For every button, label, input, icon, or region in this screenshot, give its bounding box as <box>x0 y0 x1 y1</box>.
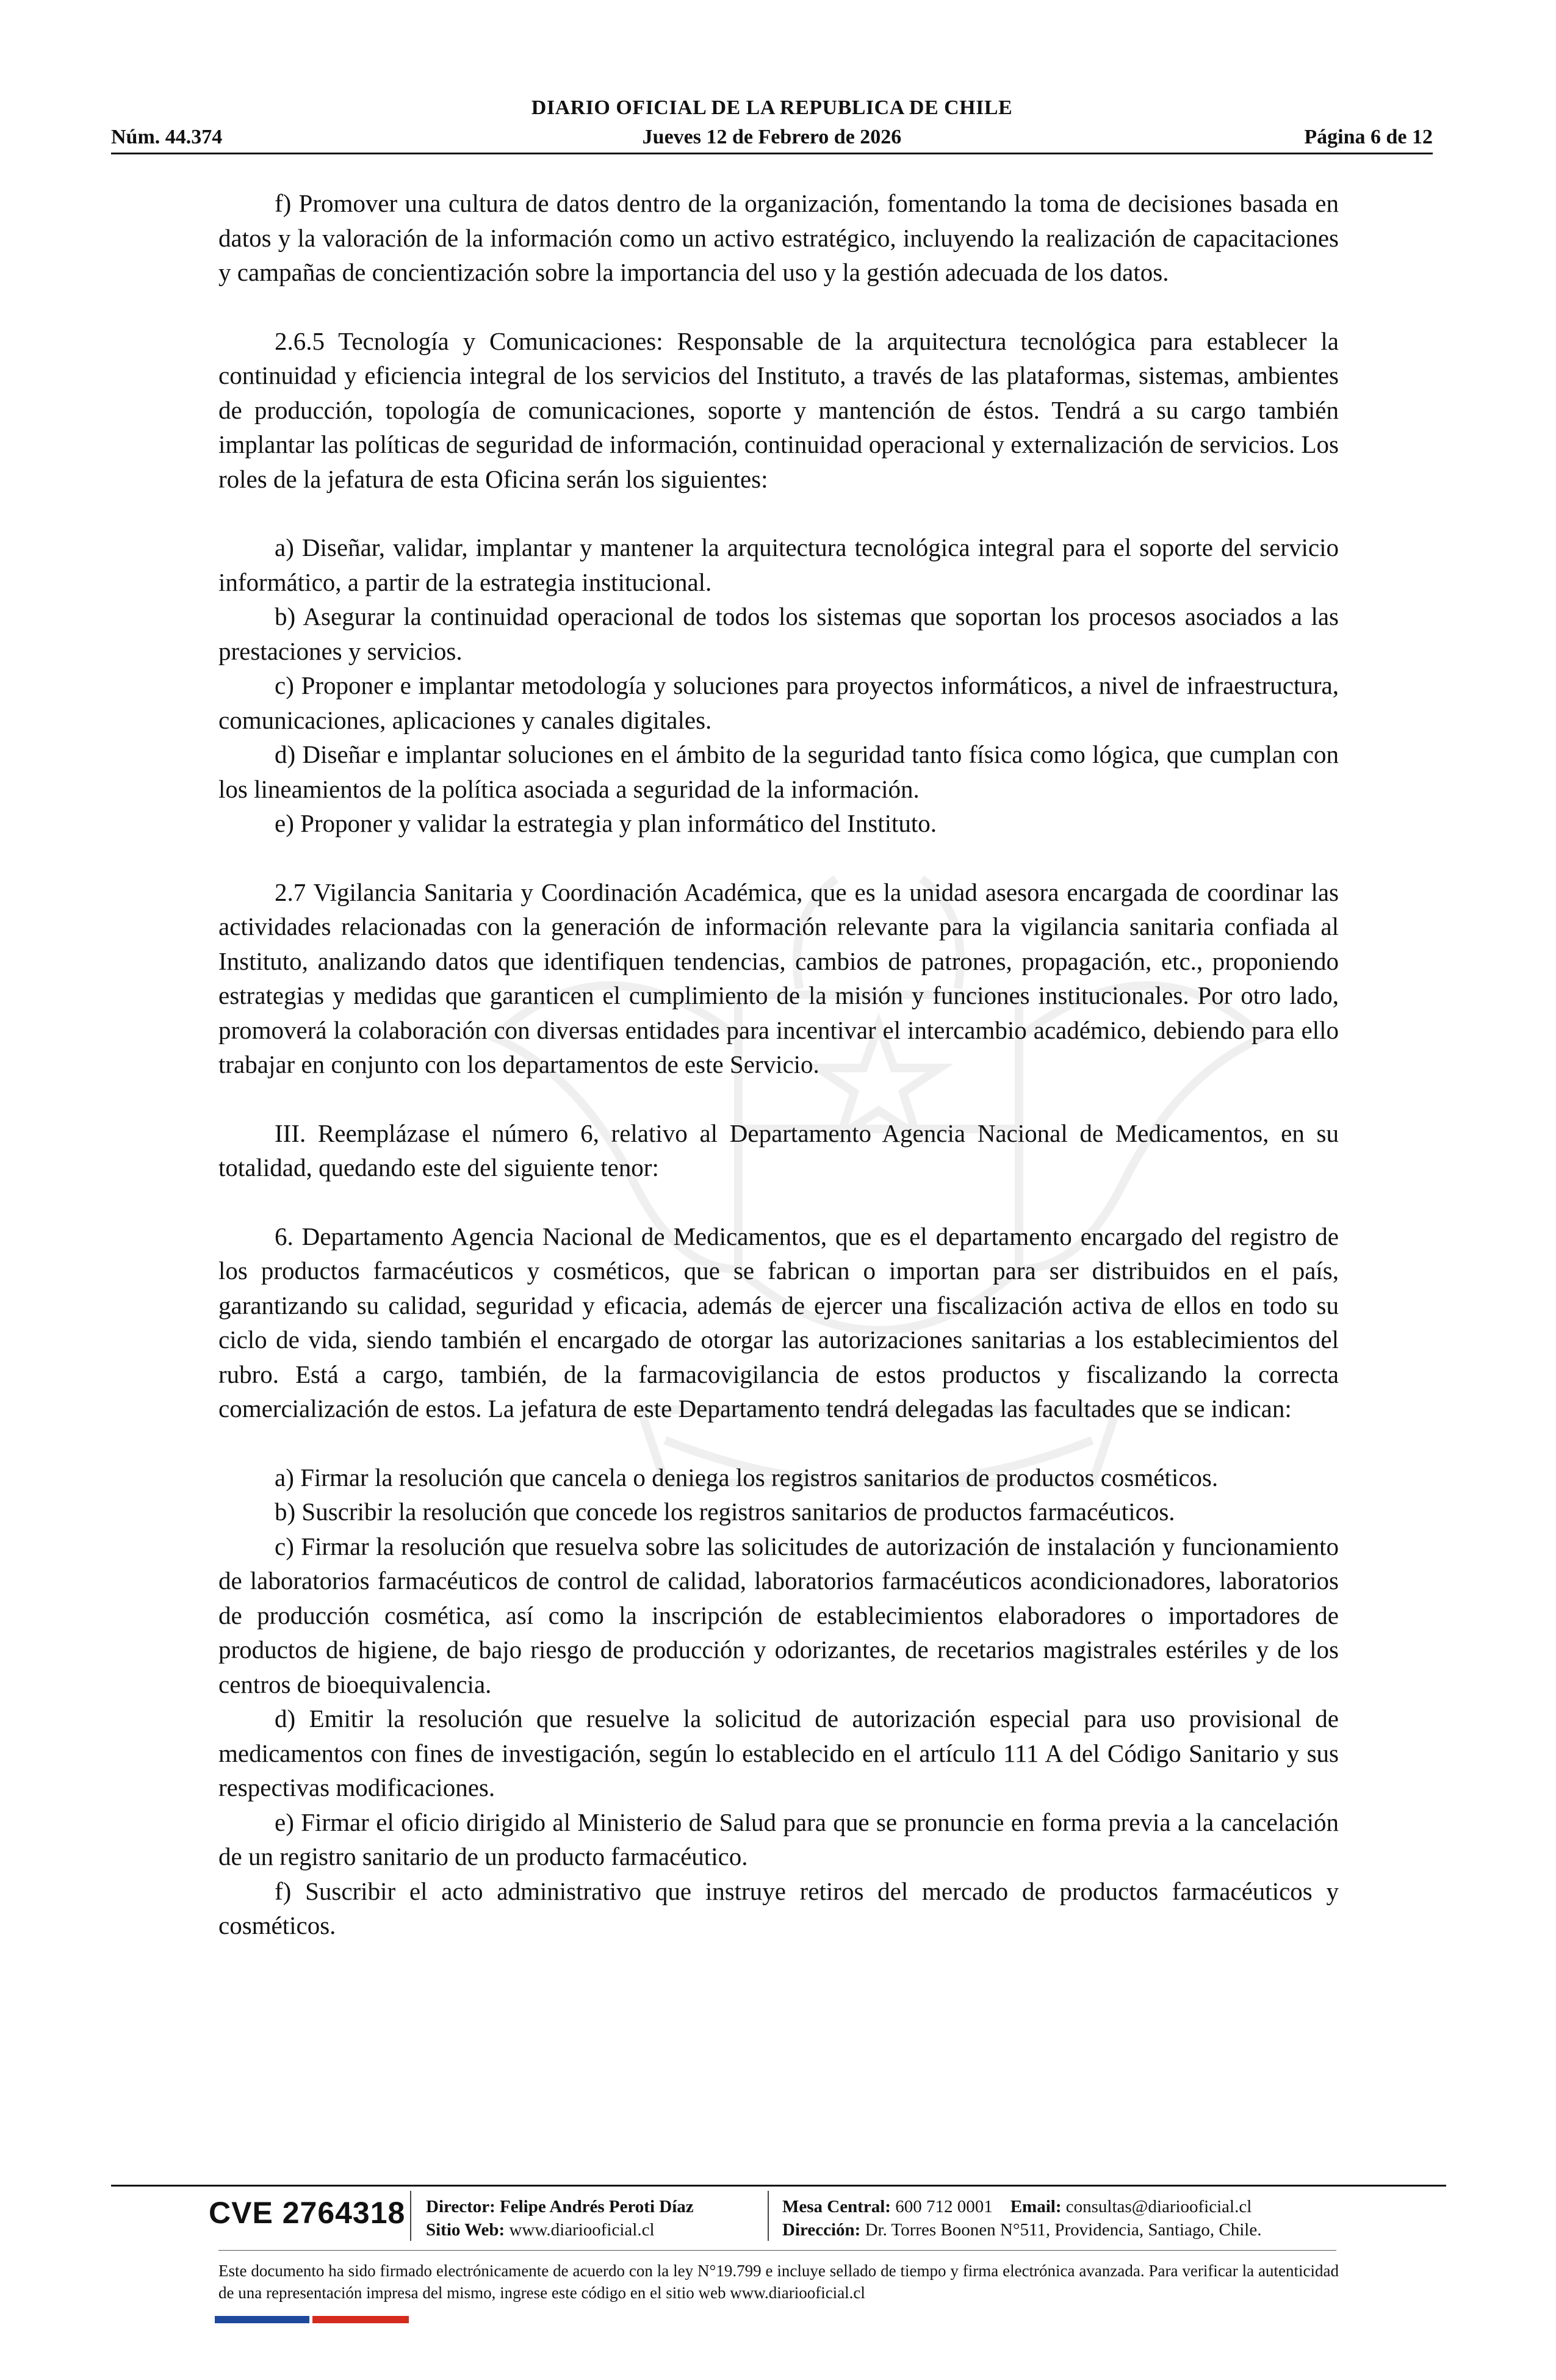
list-item: e) Proponer y validar la estrategia y plan informático del Instituto. <box>275 809 937 837</box>
list-item: a) Diseñar, validar, implantar y mantener la arquitectura tecnológica integral para el soporte del servicio informático, a partir de la estrategia institucional. <box>218 533 1339 596</box>
list-item: e) Firmar el oficio dirigido al Ministerio de Salud para que se pronuncie en forma previa a la cancelación de un registro sanitario de un producto farmacéutico. <box>218 1808 1339 1870</box>
list-item: d) Emitir la resolución que resuelve la solicitud de autorización especial para uso provisional de medicamentos con fines de investigación, según lo establecido en el artículo 111 A del Código Sanitario y sus respectivas modificaciones. <box>218 1704 1339 1801</box>
address-label: Dirección: <box>782 2220 861 2240</box>
newspaper-title: DIARIO OFICIAL DE LA REPUBLICA DE CHILE <box>531 96 1013 119</box>
list-item: c) Proponer e implantar metodología y soluciones para proyectos informáticos, a nivel de infraestructura, comunicaciones, aplicaciones y canales digitales. <box>218 671 1339 734</box>
director-label: Director: <box>426 2197 495 2216</box>
page-header <box>111 92 1433 154</box>
footer-director-block <box>426 2195 694 2241</box>
list-item: b) Suscribir la resolución que concede los registros sanitarios de productos farmacéuticos. <box>275 1498 1175 1526</box>
footer-divider <box>111 2185 1446 2187</box>
mesa-label: Mesa Central: <box>782 2197 891 2216</box>
address-text: Dr. Torres Boonen N°511, Providencia, Santiago, Chile. <box>865 2220 1262 2240</box>
chile-flag-stripe <box>215 2316 409 2323</box>
legal-notice: Este documento ha sido firmado electrónicamente de acuerdo con la ley N°19.799 e incluye sellado de tiempo y firma electrónica avanzada. Para verificar la autenticidad de una representación impresa del mismo, ingrese este código en el sitio web www.diariooficial.cl <box>218 2262 1339 2302</box>
paragraph: 6. Departamento Agencia Nacional de Medicamentos, que es el departamento encargado del registro de los productos farmacéuticos y cosméticos, que se fabrican o importan para ser distribuidos en el país, garantizando su calidad, seguridad y eficacia, además de ejercer una fiscalización activa de ellos en todo su ciclo de vida, siendo también el encargado de otorgar las autorizaciones sanitarias a los establecimientos del rubro. Está a cargo, también, de la farmacovigilancia de estos productos y fiscalizando la correcta comercialización de estos. La jefatura de este Departamento tendrá delegadas las facultades que se indican: <box>218 1222 1339 1423</box>
director-name: Felipe Andrés Peroti Díaz <box>500 2197 694 2216</box>
page-indicator: Página 6 de 12 <box>1304 126 1433 148</box>
issue-date: Jueves 12 de Febrero de 2026 <box>642 126 902 148</box>
paragraph: 2.6.5 Tecnología y Comunicaciones: Responsable de la arquitectura tecnológica para establecer la continuidad y eficiencia integral de los servicios del Instituto, a través de las plataformas, sistemas, ambientes de producción, topología de comunicaciones, soporte y mantención de éstos. Tendrá a su cargo también implantar las políticas de seguridad de información, continuidad operacional y externalización de servicios. Los roles de la jefatura de esta Oficina serán los siguientes: <box>218 326 1339 493</box>
footer-divider-thin <box>218 2250 1336 2251</box>
footer-separator <box>410 2191 411 2241</box>
flag-blue-stripe <box>215 2316 309 2323</box>
site-label: Sitio Web: <box>426 2220 505 2240</box>
site-link[interactable]: www.diariooficial.cl <box>509 2220 655 2240</box>
footer-contact-block <box>782 2195 1261 2241</box>
document-body <box>218 186 1339 1943</box>
email-link[interactable]: consultas@diariooficial.cl <box>1065 2197 1252 2216</box>
list-item: a) Firmar la resolución que cancela o deniega los registros sanitarios de productos cosméticos. <box>275 1463 1219 1491</box>
paragraph: 2.7 Vigilancia Sanitaria y Coordinación Académica, que es la unidad asesora encargada de coordinar las actividades relacionadas con la generación de información relevante para la vigilancia sanitaria confiada al Instituto, analizando datos que identifiquen tendencias, cambios de patrones, propagación, etc., proponiendo estrategias y medidas que garanticen el cumplimiento de la misión y funciones institucionales. Por otro lado, promoverá la colaboración con diversas entidades para incentivar el intercambio académico, debiendo para ello trabajar en conjunto con los departamentos de este Servicio. <box>218 878 1339 1078</box>
flag-red-stripe <box>312 2316 409 2323</box>
list-item: b) Asegurar la continuidad operacional de todos los sistemas que soportan los procesos asociados a las prestaciones y servicios. <box>218 602 1339 665</box>
paragraph: f) Promover una cultura de datos dentro de la organización, fomentando la toma de decisiones basada en datos y la valoración de la información como un activo estratégico, incluyendo la realización de capacitaciones y campañas de concientización sobre la importancia del uso y la gestión adecuada de los datos. <box>218 189 1339 286</box>
issue-number: Núm. 44.374 <box>111 126 223 148</box>
footer-separator <box>768 2191 769 2241</box>
list-item: c) Firmar la resolución que resuelva sobre las solicitudes de autorización de instalación y funcionamiento de laboratorios farmacéuticos de control de calidad, laboratorios farmacéuticos acondicionadores, laboratorios de producción cosmética, así como la inscripción de establecimientos elaboradores o importadores de productos de higiene, de bajo riesgo de producción y odorizantes, de recetarios magistrales estériles y de los centros de bioequivalencia. <box>218 1532 1339 1698</box>
paragraph: III. Reemplázase el número 6, relativo al Departamento Agencia Nacional de Medicamentos, en su totalidad, quedando este del siguiente tenor: <box>218 1119 1339 1181</box>
email-label: Email: <box>1010 2197 1062 2216</box>
list-item: f) Suscribir el acto administrativo que instruye retiros del mercado de productos farmacéuticos y cosméticos. <box>218 1877 1339 1939</box>
mesa-phone: 600 712 0001 <box>895 2197 993 2216</box>
cve-code: CVE 2764318 <box>209 2196 406 2230</box>
list-item: d) Diseñar e implantar soluciones en el ámbito de la seguridad tanto física como lógica, que cumplan con los lineamientos de la política asociada a seguridad de la información. <box>218 740 1339 803</box>
